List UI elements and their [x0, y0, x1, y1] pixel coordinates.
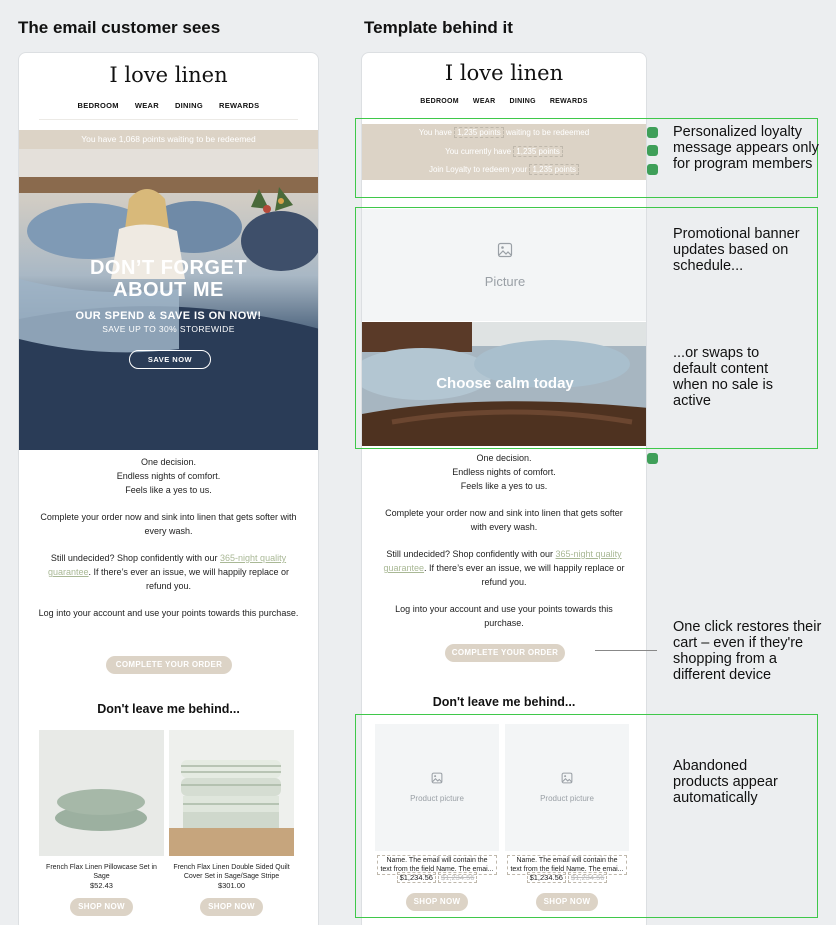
template-shop-now-button-2[interactable]: SHOP NOW: [536, 893, 598, 911]
product-name-placeholder-2[interactable]: Name. The email will contain the text from the field Name. The emai...: [507, 855, 627, 875]
body-p3-start: Still undecided? Shop confidently with our: [50, 553, 221, 563]
complete-order-button[interactable]: COMPLETE YOUR ORDER: [106, 656, 232, 674]
body-p3-end: . If there’s ever an issue, we will happily replace or refund you.: [88, 567, 289, 591]
product-name-1: French Flax Linen Pillowcase Set in Sage: [46, 864, 157, 880]
body-line-2: Endless nights of comfort.: [116, 471, 221, 481]
annotation-default-content: ...or swaps to default content when no sale is active: [673, 345, 773, 409]
product-price-placeholder-2: $1,234.56 $1,234.56: [505, 873, 629, 882]
template-section-title: Don't leave me behind...: [432, 695, 576, 709]
loyalty-message-bar: You have 1,068 points waiting to be redeemed: [19, 130, 318, 149]
condition-badge-icon[interactable]: [647, 453, 658, 464]
annotation-loyalty: Personalized loyalty message appears only for program members: [673, 124, 819, 172]
body-line-1: One decision.: [140, 457, 197, 467]
template-body-copy: One decision. Endless nights of comfort. Feels like a yes to us. Complete your order now and sink into linen that gets softer with every wash. Still undecided? Shop confidently with our 365-night quality guarantee. If there’s ever an issue, we will happily replace or refund you. Log into your account and use your points towards this purchase.: [383, 453, 625, 628]
body-paragraph-2: Complete your order now and sink into linen that gets softer with every wash.: [40, 512, 297, 536]
picture-label: Picture: [484, 273, 526, 289]
template-nav: [362, 98, 646, 105]
template-shop-now-button-1[interactable]: SHOP NOW: [406, 893, 468, 911]
points-token[interactable]: 1,235 points: [454, 127, 504, 138]
right-column-heading: Template behind it: [364, 18, 513, 37]
product-price-placeholder-1: $1,234.56 $1,234.56: [375, 873, 499, 882]
loyalty-variant-1: You have 1,235 points waiting to be redeemed: [418, 128, 590, 137]
template-nav-bedroom[interactable]: BEDROOM: [420, 98, 459, 105]
products-highlight-box: [355, 714, 818, 918]
hero-title-line2: ABOUT ME: [113, 279, 224, 301]
left-column-heading: The email customer sees: [18, 18, 221, 37]
nav-item-wear[interactable]: WEAR: [134, 101, 159, 110]
hero-subline: SAVE UP TO 30% STOREWIDE: [102, 324, 235, 334]
banner-text: Choose calm today: [436, 375, 574, 392]
save-now-button[interactable]: SAVE NOW: [129, 350, 211, 369]
template-nav-dining[interactable]: DINING: [509, 98, 536, 105]
template-complete-order-button[interactable]: COMPLETE YOUR ORDER: [445, 644, 565, 662]
shop-now-button-2[interactable]: SHOP NOW: [200, 898, 263, 916]
product-name-2: French Flax Linen Double Sided Quilt Cover Set in Sage/Sage Stripe: [173, 864, 290, 880]
hero-banner[interactable]: [19, 149, 318, 450]
email-body-copy: [37, 455, 300, 633]
section-title: Don't leave me behind...: [97, 702, 240, 716]
points-token[interactable]: 1,235 points: [513, 146, 563, 157]
nav-item-bedroom[interactable]: BEDROOM: [77, 101, 119, 110]
hero-title-line1: DON’T FORGET: [89, 257, 248, 279]
annotation-banner: Promotional banner updates based on schedule...: [673, 226, 800, 274]
template-nav-wear[interactable]: WEAR: [472, 98, 496, 105]
template-brand-logo: I love linen: [444, 61, 564, 85]
loyalty-variant-3: Join Loyalty to redeem your 1,235 points: [362, 161, 646, 180]
nav-item-rewards[interactable]: REWARDS: [219, 101, 260, 110]
annotation-cart-restore: One click restores their cart – even if they're shopping from a different device: [673, 619, 822, 683]
template-guarantee-link[interactable]: 365-night quality guarantee: [383, 549, 622, 573]
points-token[interactable]: 1,235 points: [529, 164, 579, 175]
brand-logo: I love linen: [109, 63, 228, 87]
nav-divider: [39, 119, 298, 120]
product-picture-label: Product picture: [540, 794, 594, 803]
customer-email-card: [18, 52, 319, 925]
loyalty-variant-2: You currently have 1,235 points: [362, 143, 646, 162]
body-paragraph-4: Log into your account and use your points towards this purchase.: [38, 608, 299, 618]
guarantee-link[interactable]: 365-night quality guarantee: [48, 553, 287, 577]
shop-now-button-1[interactable]: SHOP NOW: [70, 898, 133, 916]
cart-connector-line: [595, 650, 657, 651]
annotation-products: Abandoned products appear automatically: [673, 758, 778, 806]
product-name-placeholder-1[interactable]: Name. The email will contain the text from the field Name. The emai...: [377, 855, 497, 875]
product-picture-label: Product picture: [410, 794, 464, 803]
product-image-1[interactable]: [39, 730, 164, 856]
email-nav: [19, 101, 318, 110]
nav-item-dining[interactable]: DINING: [174, 101, 204, 110]
product-image-2[interactable]: [169, 730, 294, 856]
hero-subtitle: OUR SPEND & SAVE IS ON NOW!: [75, 310, 262, 322]
body-line-3: Feels like a yes to us.: [125, 485, 212, 495]
template-nav-rewards[interactable]: REWARDS: [549, 98, 588, 105]
product-price-2: $301.00: [217, 881, 246, 890]
product-price-1: $52.43: [90, 881, 113, 890]
